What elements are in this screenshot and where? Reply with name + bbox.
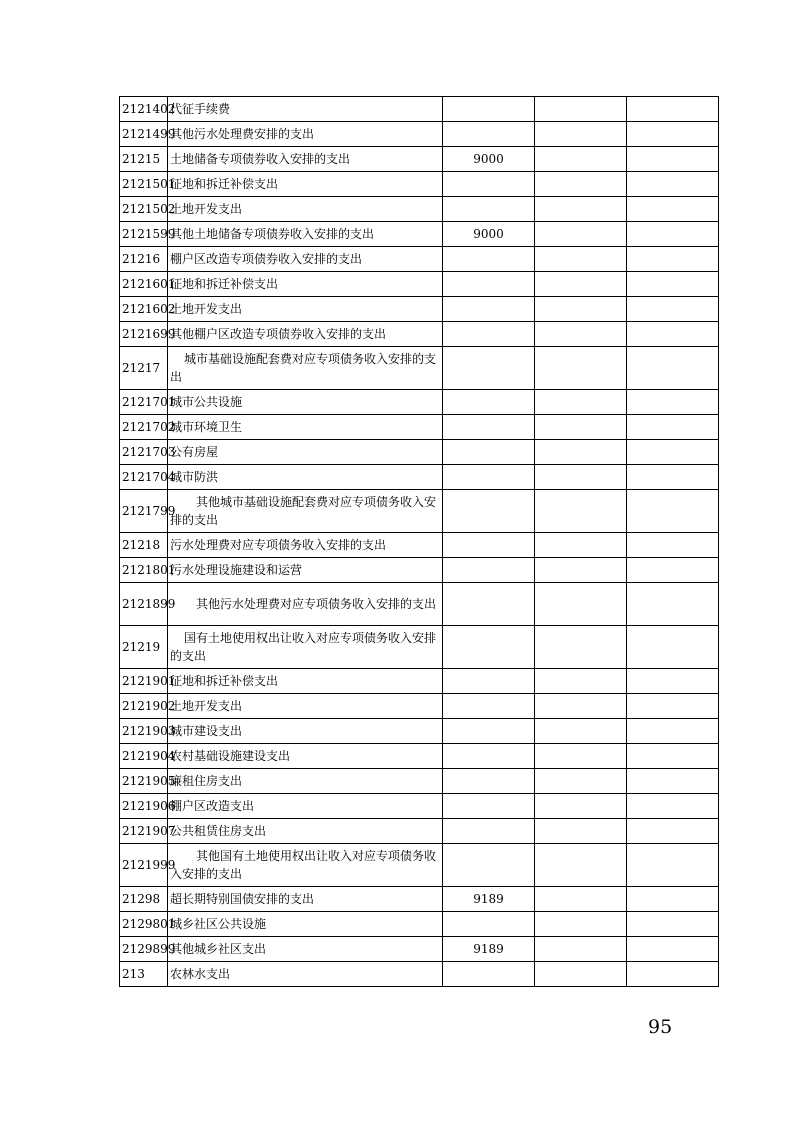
item-name-cell: 城市公共设施	[168, 390, 443, 415]
table-row	[120, 247, 719, 272]
value-cell-1	[442, 744, 534, 769]
value-cell-2	[534, 794, 626, 819]
value-cell-1	[442, 819, 534, 844]
code-cell: 21219	[120, 626, 168, 669]
value-cell-3	[626, 415, 718, 440]
item-name-cell: 其他污水处理费安排的支出	[168, 122, 443, 147]
value-cell-1	[442, 694, 534, 719]
value-cell-1	[442, 390, 534, 415]
table-row	[120, 937, 719, 962]
item-name-cell: 超长期特别国债安排的支出	[168, 887, 443, 912]
code-cell: 2121907	[120, 819, 168, 844]
code-cell: 21218	[120, 533, 168, 558]
item-name-cell: 农林水支出	[168, 962, 443, 987]
table-row	[120, 97, 719, 122]
value-cell-3	[626, 887, 718, 912]
value-cell-3	[626, 222, 718, 247]
value-cell-3	[626, 794, 718, 819]
value-cell-2	[534, 222, 626, 247]
value-cell-3	[626, 583, 718, 626]
item-name-cell: 廉租住房支出	[168, 769, 443, 794]
code-cell: 2121901	[120, 669, 168, 694]
value-cell-3	[626, 719, 718, 744]
value-cell-2	[534, 912, 626, 937]
value-cell-2	[534, 558, 626, 583]
value-cell-2	[534, 172, 626, 197]
value-cell-1	[442, 583, 534, 626]
budget-table-body	[120, 97, 719, 987]
value-cell-1	[442, 122, 534, 147]
value-cell-2	[534, 937, 626, 962]
value-cell-3	[626, 247, 718, 272]
code-cell: 21215	[120, 147, 168, 172]
code-cell: 21298	[120, 887, 168, 912]
value-cell-3	[626, 490, 718, 533]
table-row	[120, 819, 719, 844]
code-cell: 2121899	[120, 583, 168, 626]
value-cell-1	[442, 533, 534, 558]
code-cell: 2121902	[120, 694, 168, 719]
table-row	[120, 222, 719, 247]
value-cell-2	[534, 626, 626, 669]
value-cell-1	[442, 558, 534, 583]
value-cell-2	[534, 440, 626, 465]
value-cell-1	[442, 347, 534, 390]
value-cell-1	[442, 719, 534, 744]
code-cell: 2121903	[120, 719, 168, 744]
value-cell-2	[534, 122, 626, 147]
value-cell-3	[626, 819, 718, 844]
item-name-cell: 棚户区改造支出	[168, 794, 443, 819]
code-cell: 213	[120, 962, 168, 987]
value-cell-3	[626, 147, 718, 172]
value-cell-2	[534, 962, 626, 987]
value-cell-3	[626, 465, 718, 490]
table-row	[120, 465, 719, 490]
code-cell: 2121701	[120, 390, 168, 415]
code-cell: 2121799	[120, 490, 168, 533]
value-cell-2	[534, 390, 626, 415]
item-name-cell: 城乡社区公共设施	[168, 912, 443, 937]
value-cell-1	[442, 465, 534, 490]
value-cell-3	[626, 97, 718, 122]
code-cell: 2121703	[120, 440, 168, 465]
item-name-cell: 其他城市基础设施配套费对应专项债务收入安排的支出	[168, 490, 443, 533]
item-name-cell: 征地和拆迁补偿支出	[168, 172, 443, 197]
value-cell-3	[626, 962, 718, 987]
item-name-cell: 其他国有土地使用权出让收入对应专项债务收入安排的支出	[168, 844, 443, 887]
value-cell-2	[534, 490, 626, 533]
code-cell: 2121599	[120, 222, 168, 247]
item-name-cell: 其他污水处理费对应专项债务收入安排的支出	[168, 583, 443, 626]
value-cell-3	[626, 297, 718, 322]
item-name-cell: 城市环境卫生	[168, 415, 443, 440]
value-cell-3	[626, 744, 718, 769]
value-cell-3	[626, 558, 718, 583]
value-cell-1	[442, 912, 534, 937]
table-row	[120, 440, 719, 465]
code-cell: 2121402	[120, 97, 168, 122]
value-cell-3	[626, 272, 718, 297]
table-row	[120, 794, 719, 819]
value-cell-1	[442, 247, 534, 272]
item-name-cell: 城市防洪	[168, 465, 443, 490]
item-name-cell: 棚户区改造专项债券收入安排的支出	[168, 247, 443, 272]
table-row	[120, 583, 719, 626]
value-cell-2	[534, 272, 626, 297]
value-cell-1	[442, 669, 534, 694]
value-cell-2	[534, 694, 626, 719]
value-cell-1	[442, 962, 534, 987]
table-row	[120, 322, 719, 347]
value-cell-1: 9000	[442, 147, 534, 172]
value-cell-3	[626, 533, 718, 558]
item-name-cell: 其他土地储备专项债券收入安排的支出	[168, 222, 443, 247]
value-cell-3	[626, 769, 718, 794]
item-name-cell: 农村基础设施建设支出	[168, 744, 443, 769]
code-cell: 2129801	[120, 912, 168, 937]
item-name-cell: 土地开发支出	[168, 297, 443, 322]
value-cell-2	[534, 887, 626, 912]
value-cell-3	[626, 122, 718, 147]
table-row	[120, 147, 719, 172]
value-cell-2	[534, 769, 626, 794]
value-cell-1	[442, 844, 534, 887]
value-cell-3	[626, 844, 718, 887]
value-cell-2	[534, 415, 626, 440]
table-row	[120, 912, 719, 937]
value-cell-2	[534, 247, 626, 272]
code-cell: 2121801	[120, 558, 168, 583]
value-cell-1	[442, 490, 534, 533]
value-cell-1	[442, 297, 534, 322]
table-row	[120, 415, 719, 440]
value-cell-3	[626, 347, 718, 390]
item-name-cell: 土地开发支出	[168, 197, 443, 222]
item-name-cell: 城市建设支出	[168, 719, 443, 744]
value-cell-1	[442, 769, 534, 794]
table-row	[120, 272, 719, 297]
table-row	[120, 769, 719, 794]
table-row	[120, 347, 719, 390]
value-cell-1: 9189	[442, 937, 534, 962]
code-cell: 2121906	[120, 794, 168, 819]
code-cell: 21216	[120, 247, 168, 272]
table-row	[120, 172, 719, 197]
value-cell-1	[442, 172, 534, 197]
code-cell: 2121704	[120, 465, 168, 490]
value-cell-2	[534, 744, 626, 769]
table-row	[120, 719, 719, 744]
item-name-cell: 公共租赁住房支出	[168, 819, 443, 844]
value-cell-2	[534, 465, 626, 490]
item-name-cell: 污水处理费对应专项债务收入安排的支出	[168, 533, 443, 558]
table-row	[120, 490, 719, 533]
value-cell-3	[626, 440, 718, 465]
value-cell-1	[442, 322, 534, 347]
code-cell: 2121905	[120, 769, 168, 794]
table-row	[120, 297, 719, 322]
table-row	[120, 533, 719, 558]
table-row	[120, 558, 719, 583]
table-row	[120, 962, 719, 987]
table-row	[120, 844, 719, 887]
value-cell-3	[626, 626, 718, 669]
code-cell: 2121501	[120, 172, 168, 197]
item-name-cell: 代征手续费	[168, 97, 443, 122]
value-cell-2	[534, 147, 626, 172]
code-cell: 21217	[120, 347, 168, 390]
budget-table	[119, 96, 719, 987]
value-cell-1	[442, 794, 534, 819]
value-cell-2	[534, 297, 626, 322]
value-cell-2	[534, 583, 626, 626]
code-cell: 2121904	[120, 744, 168, 769]
value-cell-2	[534, 844, 626, 887]
value-cell-3	[626, 912, 718, 937]
value-cell-1	[442, 197, 534, 222]
value-cell-2	[534, 322, 626, 347]
code-cell: 2121699	[120, 322, 168, 347]
value-cell-3	[626, 390, 718, 415]
code-cell: 2121602	[120, 297, 168, 322]
code-cell: 2121999	[120, 844, 168, 887]
value-cell-1: 9000	[442, 222, 534, 247]
value-cell-2	[534, 197, 626, 222]
table-row	[120, 390, 719, 415]
page-number: 95	[648, 1016, 673, 1038]
value-cell-2	[534, 97, 626, 122]
value-cell-3	[626, 937, 718, 962]
value-cell-2	[534, 669, 626, 694]
value-cell-1	[442, 272, 534, 297]
value-cell-3	[626, 322, 718, 347]
item-name-cell: 征地和拆迁补偿支出	[168, 272, 443, 297]
code-cell: 2121502	[120, 197, 168, 222]
item-name-cell: 公有房屋	[168, 440, 443, 465]
value-cell-3	[626, 694, 718, 719]
value-cell-3	[626, 172, 718, 197]
item-name-cell: 其他城乡社区支出	[168, 937, 443, 962]
value-cell-2	[534, 819, 626, 844]
item-name-cell: 征地和拆迁补偿支出	[168, 669, 443, 694]
table-row	[120, 887, 719, 912]
value-cell-3	[626, 197, 718, 222]
code-cell: 2121702	[120, 415, 168, 440]
item-name-cell: 污水处理设施建设和运营	[168, 558, 443, 583]
value-cell-1	[442, 97, 534, 122]
table-row	[120, 744, 719, 769]
item-name-cell: 国有土地使用权出让收入对应专项债务收入安排的支出	[168, 626, 443, 669]
item-name-cell: 土地开发支出	[168, 694, 443, 719]
table-row	[120, 694, 719, 719]
value-cell-1	[442, 415, 534, 440]
item-name-cell: 土地储备专项债券收入安排的支出	[168, 147, 443, 172]
item-name-cell: 城市基础设施配套费对应专项债务收入安排的支出	[168, 347, 443, 390]
table-row	[120, 669, 719, 694]
value-cell-1	[442, 626, 534, 669]
item-name-cell: 其他棚户区改造专项债券收入安排的支出	[168, 322, 443, 347]
code-cell: 2121601	[120, 272, 168, 297]
value-cell-3	[626, 669, 718, 694]
table-row	[120, 122, 719, 147]
code-cell: 2129899	[120, 937, 168, 962]
code-cell: 2121499	[120, 122, 168, 147]
value-cell-2	[534, 719, 626, 744]
value-cell-2	[534, 347, 626, 390]
table-row	[120, 626, 719, 669]
value-cell-1	[442, 440, 534, 465]
value-cell-1: 9189	[442, 887, 534, 912]
table-row	[120, 197, 719, 222]
value-cell-2	[534, 533, 626, 558]
